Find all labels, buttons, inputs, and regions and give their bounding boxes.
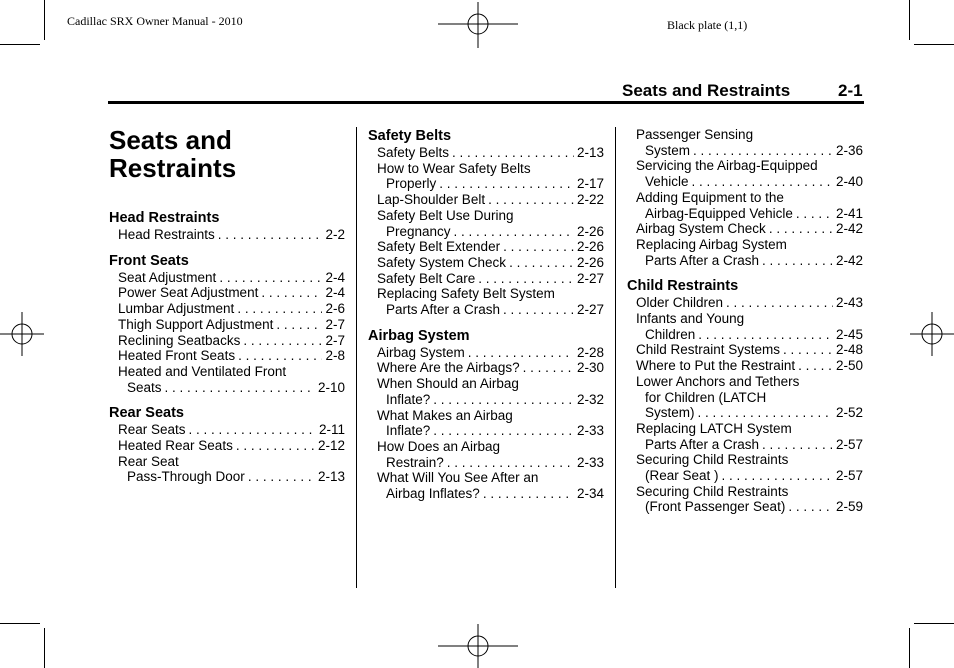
toc-leader-dots (439, 176, 574, 192)
toc-leader-dots (433, 423, 574, 439)
toc-entry-text: Airbag System Check (636, 221, 766, 237)
toc-entry-text: Older Children (636, 295, 724, 311)
toc-entry-text: Airbag Inflates? (386, 486, 480, 502)
toc-entry-page: 2-42 (835, 221, 863, 237)
toc-entry-page: 2-42 (835, 252, 863, 268)
toc-column-2 (368, 127, 604, 502)
toc-entry-text: Reclining Seatbacks (118, 332, 241, 348)
toc-entry[interactable] (109, 227, 345, 243)
toc-entry-text: System) (645, 405, 695, 421)
toc-entry-page: 2-40 (835, 174, 863, 190)
toc-leader-dots (698, 327, 833, 343)
toc-entry-text: Rear Seats (118, 422, 186, 438)
toc-entry-text: Thigh Support Adjustment (118, 316, 274, 332)
toc-entry[interactable] (627, 158, 863, 189)
toc-leader-dots (762, 437, 833, 453)
toc-entry-page: 2-57 (835, 468, 863, 484)
toc-section-heading: Child Restraints (627, 278, 739, 295)
toc-entry[interactable] (627, 237, 863, 268)
toc-entry-text: Head Restraints (118, 227, 215, 242)
toc-leader-dots (219, 270, 322, 286)
registration-mark-right (910, 312, 954, 356)
running-head-section: Seats and Restraints (622, 81, 791, 100)
toc-entry-page: 2-26 (576, 223, 604, 239)
toc-entry-text: How to Wear Safety Belts (377, 160, 531, 176)
toc-entry-text: What Makes an Airbag (377, 407, 513, 423)
toc-leader-dots (447, 455, 574, 471)
toc-entry-text: Inflate? (386, 423, 431, 439)
toc-entry[interactable] (368, 192, 604, 208)
toc-section (109, 404, 345, 485)
toc-entry-page: 2-59 (835, 499, 863, 515)
toc-entry[interactable] (368, 145, 604, 161)
toc-leader-dots (726, 295, 833, 311)
toc-leader-dots (238, 348, 322, 364)
toc-section (109, 209, 345, 243)
toc-entry-page: 2-13 (576, 145, 604, 160)
toc-entry-text: Vehicle (645, 174, 689, 190)
toc-entry-text: Power Seat Adjustment (118, 285, 259, 301)
toc-entry-text: Replacing Airbag System (636, 236, 787, 252)
toc-entry-text: (Front Passenger Seat) (645, 499, 786, 515)
toc-column-3 (627, 127, 863, 515)
toc-entry-page: 2-27 (576, 302, 604, 318)
toc-leader-dots (503, 302, 574, 318)
toc-entry-text: System (645, 142, 691, 158)
toc-column-1 (109, 209, 345, 485)
toc-entry-page: 2-52 (835, 405, 863, 421)
toc-entry[interactable] (109, 348, 345, 364)
toc-entry-page: 2-4 (325, 285, 345, 301)
toc-entry-page: 2-27 (576, 270, 604, 286)
toc-leader-dots (769, 221, 833, 237)
toc-section-heading: Airbag System (368, 327, 470, 344)
toc-leader-dots (698, 405, 833, 421)
toc-entry-page: 2-22 (576, 192, 604, 208)
toc-leader-dots (796, 206, 833, 222)
toc-leader-dots (454, 224, 574, 240)
toc-entry[interactable] (627, 374, 863, 421)
toc-entry-page: 2-34 (576, 486, 604, 502)
toc-entry-text: Rear Seat (118, 453, 179, 469)
toc-entry-text: Safety Belt Use During (377, 207, 514, 223)
toc-entry[interactable] (627, 342, 863, 358)
page-title-line1: Seats and (109, 125, 232, 155)
toc-leader-dots (692, 174, 833, 190)
toc-leader-dots (261, 285, 322, 301)
toc-entry-page: 2-50 (835, 358, 863, 374)
column-divider-2 (615, 127, 616, 588)
toc-entry-text: What Will You See After an (377, 470, 539, 486)
toc-entry-text: Infants and Young (636, 311, 745, 327)
toc-leader-dots (276, 317, 322, 333)
toc-entry-page: 2-45 (835, 326, 863, 342)
toc-entry-page: 2-26 (576, 254, 604, 270)
toc-entry-text: Where to Put the Restraint (636, 358, 796, 374)
toc-entry-text: Inflate? (386, 391, 431, 407)
toc-section (368, 327, 604, 502)
toc-entry[interactable] (627, 421, 863, 452)
toc-entry-page: 2-33 (576, 423, 604, 439)
page-title (109, 126, 236, 182)
toc-entry-text: Replacing LATCH System (636, 420, 792, 436)
toc-entry-page: 2-30 (576, 360, 604, 376)
toc-section-heading: Safety Belts (368, 128, 452, 144)
toc-leader-dots (509, 255, 574, 271)
toc-entry[interactable] (368, 345, 604, 361)
toc-entry[interactable] (368, 286, 604, 317)
toc-entry-page: 2-13 (317, 469, 345, 485)
toc-entry-text: Heated and Ventilated Front (118, 363, 287, 379)
toc-entry-text: for Children (LATCH (645, 389, 767, 405)
toc-entry-text: Servicing the Airbag-Equipped (636, 158, 818, 174)
toc-leader-dots (189, 422, 316, 438)
toc-leader-dots (523, 360, 574, 376)
toc-entry-page: 2-11 (318, 422, 345, 438)
toc-entry-text: Pregnancy (386, 223, 451, 239)
toc-entry-page: 2-4 (325, 269, 345, 285)
toc-section (368, 127, 604, 318)
toc-entry-text: Parts After a Crash (645, 436, 760, 452)
toc-entry-page: 2-43 (835, 295, 863, 311)
toc-entry[interactable] (368, 360, 604, 376)
toc-leader-dots (783, 342, 833, 358)
toc-entry-page: 2-28 (576, 344, 604, 360)
toc-entry-page: 2-7 (325, 316, 345, 332)
toc-entry[interactable] (368, 470, 604, 501)
toc-leader-dots (488, 192, 574, 208)
toc-entry-page: 2-12 (317, 438, 345, 454)
toc-entry[interactable] (368, 439, 604, 470)
toc-entry[interactable] (109, 438, 345, 454)
print-header-left: Cadillac SRX Owner Manual - 2010 (67, 14, 243, 28)
toc-entry-text: Airbag System (377, 344, 465, 360)
page-title-line2: Restraints (109, 153, 237, 183)
toc-leader-dots (236, 438, 315, 454)
toc-leader-dots (762, 253, 833, 269)
toc-entry[interactable] (368, 255, 604, 271)
toc-entry[interactable] (368, 161, 604, 192)
toc-entry[interactable] (109, 333, 345, 349)
toc-entry-text: Replacing Safety Belt System (377, 286, 555, 302)
toc-leader-dots (468, 345, 574, 361)
print-header-right: Black plate (1,1) (667, 18, 748, 32)
toc-entry[interactable] (627, 127, 863, 158)
toc-entry-text: Parts After a Crash (386, 302, 501, 318)
toc-entry[interactable] (368, 239, 604, 255)
toc-entry-page: 2-26 (576, 239, 604, 255)
registration-mark-left (0, 312, 44, 356)
toc-entry[interactable] (627, 484, 863, 515)
toc-entry-page: 2-48 (835, 342, 863, 358)
toc-entry[interactable] (109, 454, 345, 485)
toc-entry-text: Seat Adjustment (118, 269, 217, 285)
toc-entry-text: Seats (127, 379, 162, 395)
toc-entry-page: 2-8 (325, 348, 345, 364)
toc-entry-text: Safety System Check (377, 254, 507, 270)
toc-leader-dots (788, 499, 833, 515)
toc-entry-text: Properly (386, 176, 437, 192)
toc-entry[interactable] (627, 190, 863, 221)
toc-entry-page: 2-33 (576, 454, 604, 470)
toc-entry-text: Lumbar Adjustment (118, 301, 235, 317)
toc-entry[interactable] (627, 358, 863, 374)
toc-entry[interactable] (368, 376, 604, 407)
toc-leader-dots (218, 227, 323, 243)
toc-entry-text: Children (645, 326, 696, 342)
toc-section-heading: Rear Seats (109, 405, 184, 422)
toc-section (627, 277, 863, 515)
toc-entry[interactable] (368, 408, 604, 439)
toc-entry[interactable] (109, 301, 345, 317)
toc-entry[interactable] (109, 317, 345, 333)
toc-entry-text: Lower Anchors and Tethers (636, 373, 800, 389)
toc-entry-text: Safety Belt Care (377, 270, 476, 286)
running-head-rule (108, 101, 864, 104)
toc-entry-text: Passenger Sensing (636, 127, 754, 142)
toc-entry[interactable] (109, 422, 345, 438)
toc-section (627, 127, 863, 268)
toc-entry-text: Securing Child Restraints (636, 452, 789, 468)
toc-entry-text: Restrain? (386, 454, 444, 470)
toc-leader-dots (165, 380, 315, 396)
toc-leader-dots (478, 271, 574, 287)
toc-entry[interactable] (627, 452, 863, 483)
toc-entry-page: 2-17 (576, 176, 604, 192)
toc-entry[interactable] (627, 295, 863, 311)
toc-entry-text: When Should an Airbag (377, 376, 519, 392)
toc-section-heading: Front Seats (109, 252, 189, 269)
toc-entry[interactable] (109, 285, 345, 301)
toc-leader-dots (693, 143, 833, 159)
toc-leader-dots (722, 468, 833, 484)
toc-entry-text: Airbag-Equipped Vehicle (645, 205, 793, 221)
toc-entry-text: (Rear Seat ) (645, 468, 719, 484)
toc-entry-text: Child Restraint Systems (636, 342, 781, 358)
toc-leader-dots (433, 392, 574, 408)
toc-entry-text: Heated Rear Seats (118, 438, 233, 454)
toc-entry[interactable] (627, 311, 863, 342)
toc-leader-dots (483, 486, 574, 502)
toc-entry-text: How Does an Airbag (377, 438, 501, 454)
toc-entry-page: 2-7 (325, 332, 345, 348)
toc-entry-page: 2-6 (325, 301, 345, 317)
toc-entry-text: Safety Belt Extender (377, 239, 501, 255)
toc-leader-dots (798, 358, 833, 374)
toc-leader-dots (452, 145, 574, 161)
toc-entry-page: 2-57 (835, 436, 863, 452)
toc-entry-text: Parts After a Crash (645, 252, 760, 268)
toc-entry-text: Securing Child Restraints (636, 483, 789, 499)
toc-entry-text: Where Are the Airbags? (377, 360, 520, 376)
toc-entry-page: 2-36 (835, 142, 863, 158)
toc-entry-text: Heated Front Seats (118, 348, 236, 364)
toc-entry[interactable] (368, 208, 604, 239)
running-head-page: 2-1 (838, 81, 863, 100)
toc-section-heading: Head Restraints (109, 210, 220, 226)
toc-entry[interactable] (109, 270, 345, 286)
toc-leader-dots (243, 333, 322, 349)
toc-leader-dots (237, 301, 322, 317)
toc-leader-dots (503, 239, 574, 255)
registration-mark-bottom (438, 624, 518, 668)
toc-entry[interactable] (368, 271, 604, 287)
column-divider-1 (356, 127, 357, 588)
toc-entry-text: Safety Belts (377, 145, 450, 160)
toc-entry-text: Pass-Through Door (127, 469, 245, 485)
toc-entry-page: 2-10 (317, 379, 345, 395)
toc-entry-page: 2-2 (325, 227, 345, 242)
toc-leader-dots (248, 469, 315, 485)
toc-entry-text: Lap-Shoulder Belt (377, 192, 486, 208)
toc-entry-page: 2-32 (576, 391, 604, 407)
toc-entry[interactable] (627, 221, 863, 237)
toc-entry[interactable] (109, 364, 345, 395)
toc-entry-page: 2-41 (835, 205, 863, 221)
registration-mark-top (438, 2, 518, 48)
toc-section (109, 252, 345, 396)
toc-entry-text: Adding Equipment to the (636, 189, 784, 205)
